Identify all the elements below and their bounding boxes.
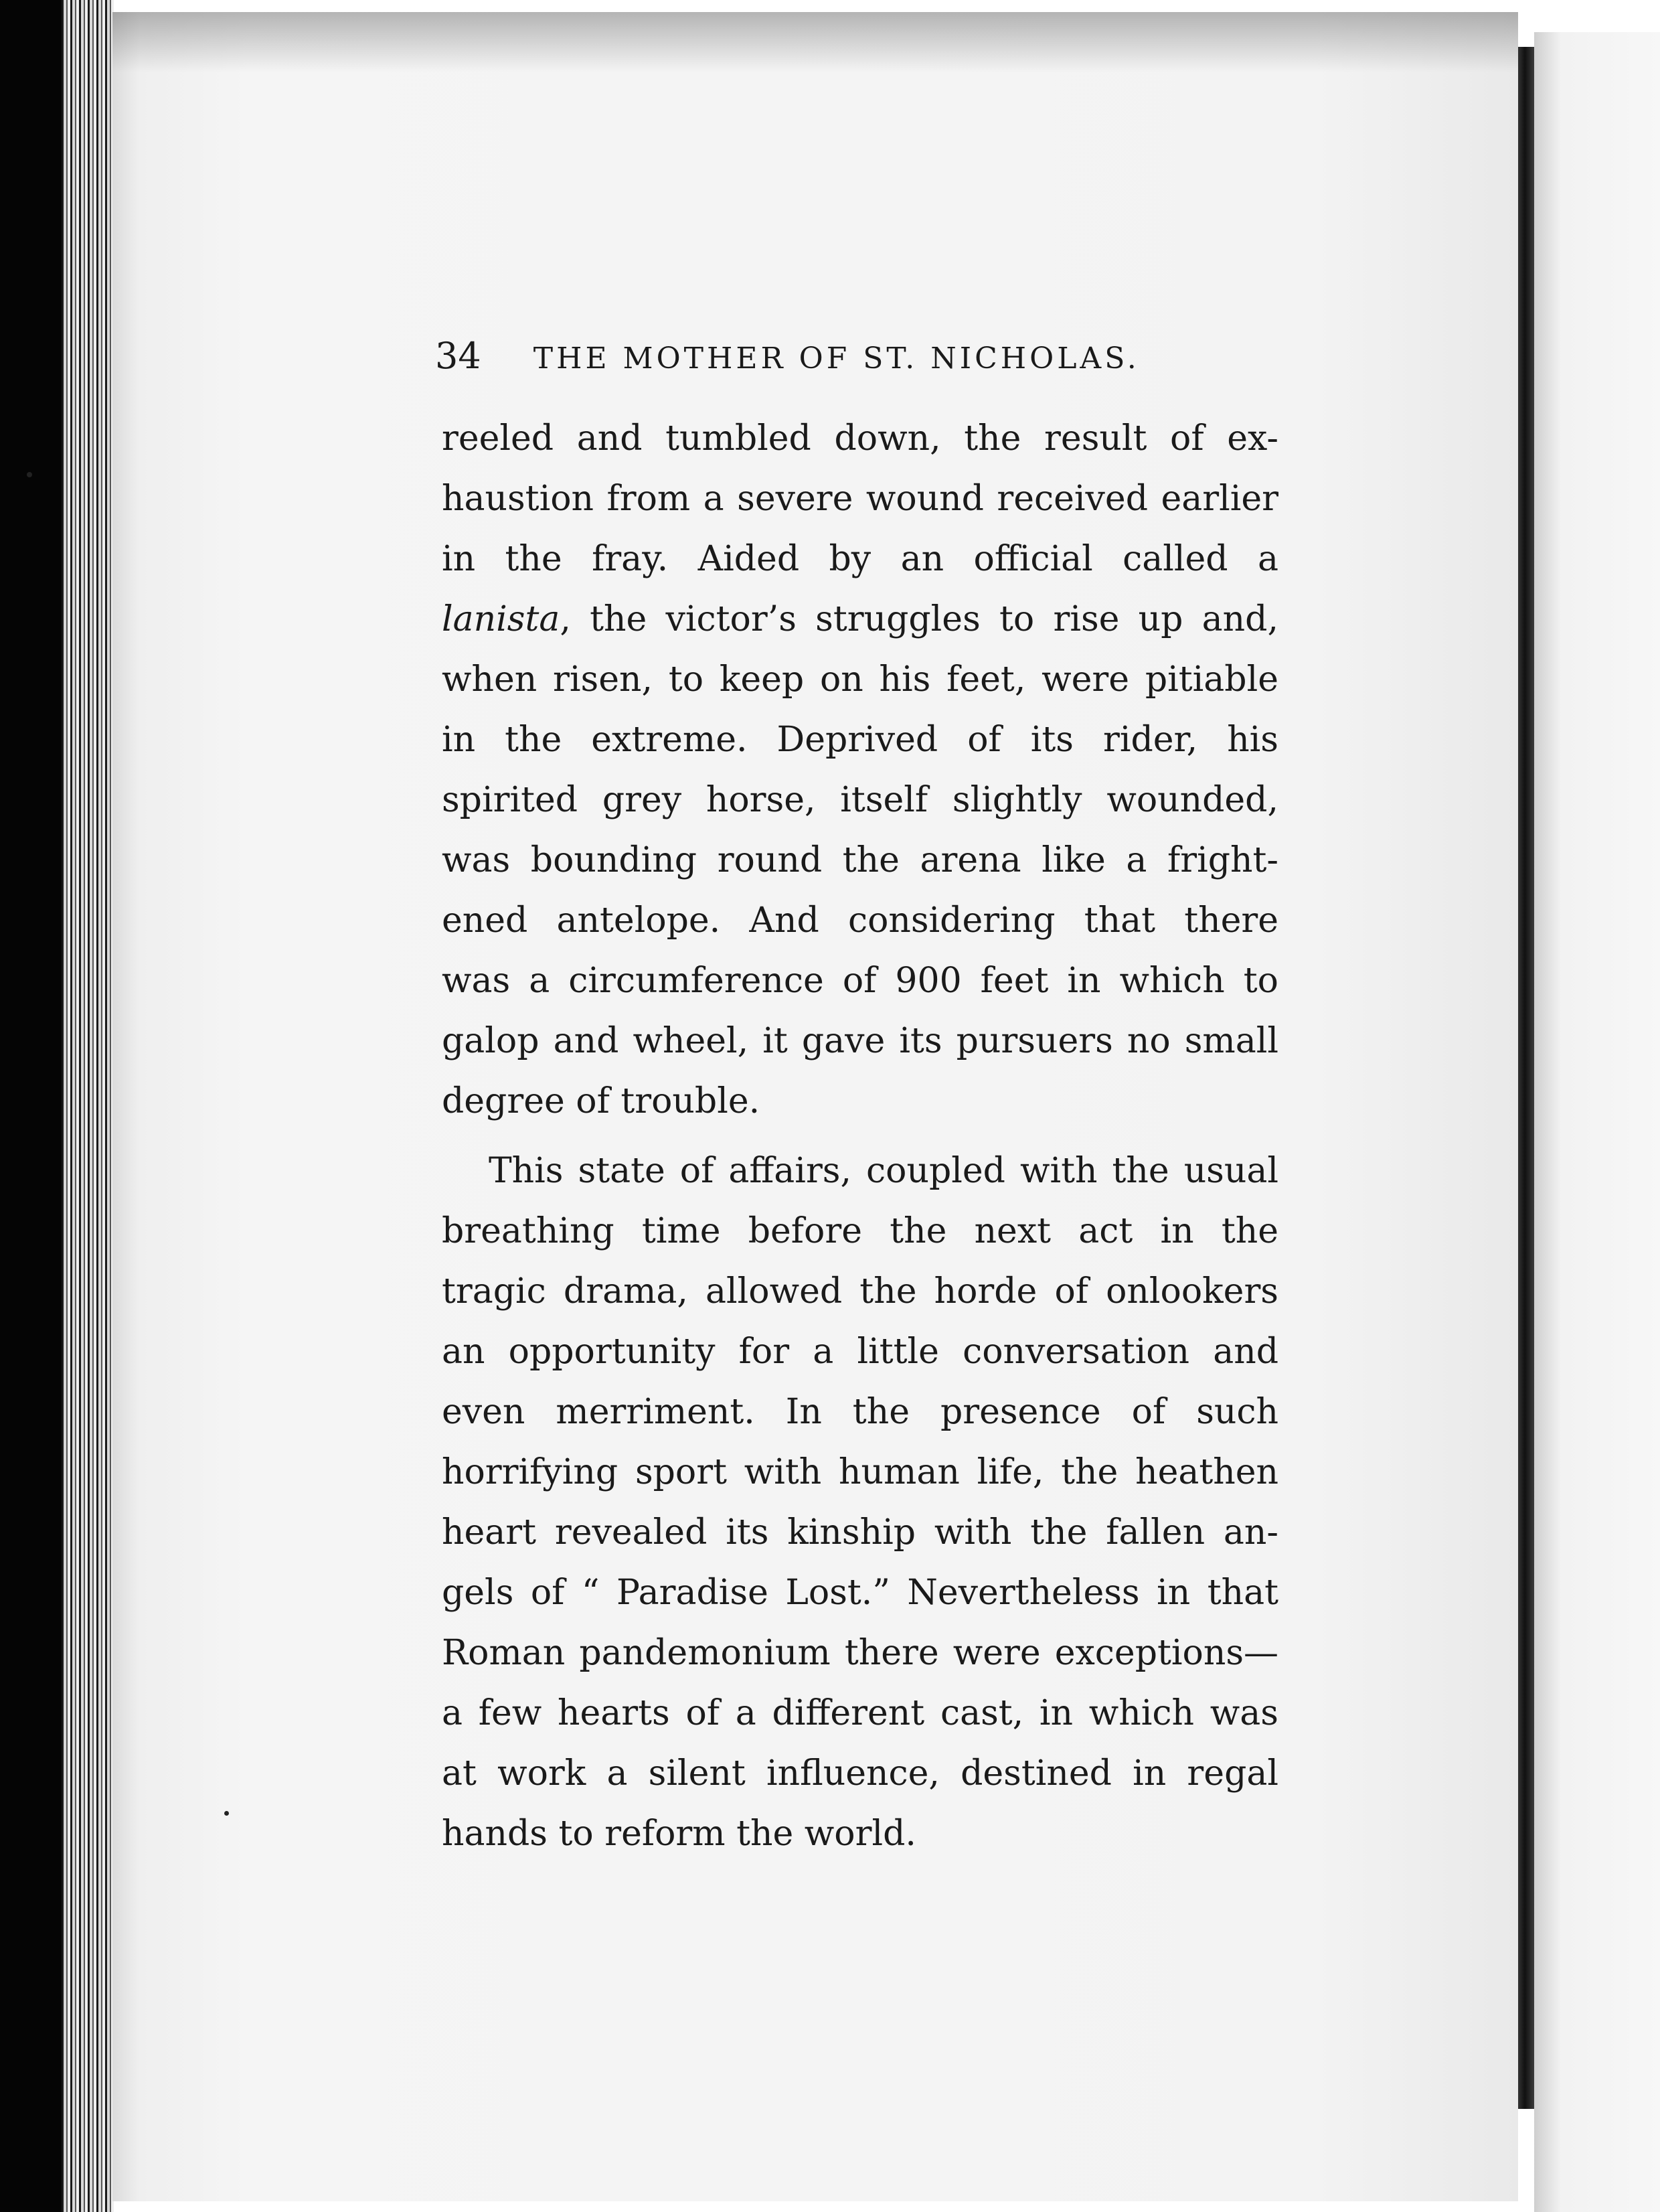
text-line: hands to reform the world. xyxy=(442,1814,916,1854)
text-line: haustion from a severe wound received earlier xyxy=(442,479,1278,519)
paragraph-break xyxy=(442,1131,1278,1141)
text-line: tragic drama, allowed the horde of onlookers xyxy=(442,1271,1278,1312)
text-line: was bounding round the arena like a fright- xyxy=(442,840,1278,880)
text-line: heart revealed its kinship with the fallen an- xyxy=(442,1512,1278,1553)
text-line: reeled and tumbled down, the result of ex- xyxy=(442,418,1278,459)
page-number: 34 xyxy=(435,335,481,377)
text-line-rest: , the victor’s struggles to rise up and, xyxy=(560,599,1278,639)
text-line: This state of affairs, coupled with the usual xyxy=(489,1151,1278,1191)
text-line: in the fray. Aided by an official called a xyxy=(442,539,1278,579)
text-line: galop and wheel, it gave its pursuers no small xyxy=(442,1021,1278,1061)
text-line: Roman pandemonium there were exceptions— xyxy=(442,1633,1278,1673)
book-binding-gutter xyxy=(1518,47,1534,2109)
scan-speck xyxy=(224,1811,229,1816)
text-line: spirited grey horse, itself slightly wounded, xyxy=(442,780,1278,820)
text-line: horrifying sport with human life, the heathen xyxy=(442,1452,1278,1492)
body-text xyxy=(442,408,1278,1864)
running-head xyxy=(435,335,1138,382)
text-line: was a circumference of 900 feet in which to xyxy=(442,961,1278,1001)
text-line xyxy=(442,589,1278,649)
text-line: breathing time before the next act in the xyxy=(442,1211,1278,1251)
page-shadow xyxy=(112,12,1518,72)
text-line: ened antelope. And considering that there xyxy=(442,900,1278,941)
text-line: when risen, to keep on his feet, were pitiable xyxy=(442,659,1278,700)
text-line: gels of “ Paradise Lost.” Nevertheless in that xyxy=(442,1573,1278,1613)
text-line: even merriment. In the presence of such xyxy=(442,1392,1278,1432)
text-line: an opportunity for a little conversation and xyxy=(442,1332,1278,1372)
running-title: THE MOTHER OF ST. NICHOLAS. xyxy=(533,341,1140,376)
text-line: degree of trouble. xyxy=(442,1081,760,1121)
facing-page-edge xyxy=(1534,32,1660,2212)
text-line: in the extreme. Deprived of its rider, his xyxy=(442,720,1278,760)
text-line: a few hearts of a different cast, in which was xyxy=(442,1693,1278,1733)
italic-term: lanista xyxy=(442,599,560,639)
text-line: at work a silent influence, destined in regal xyxy=(442,1753,1278,1794)
scan-speck xyxy=(27,472,32,477)
book-page-edges xyxy=(62,0,114,2212)
